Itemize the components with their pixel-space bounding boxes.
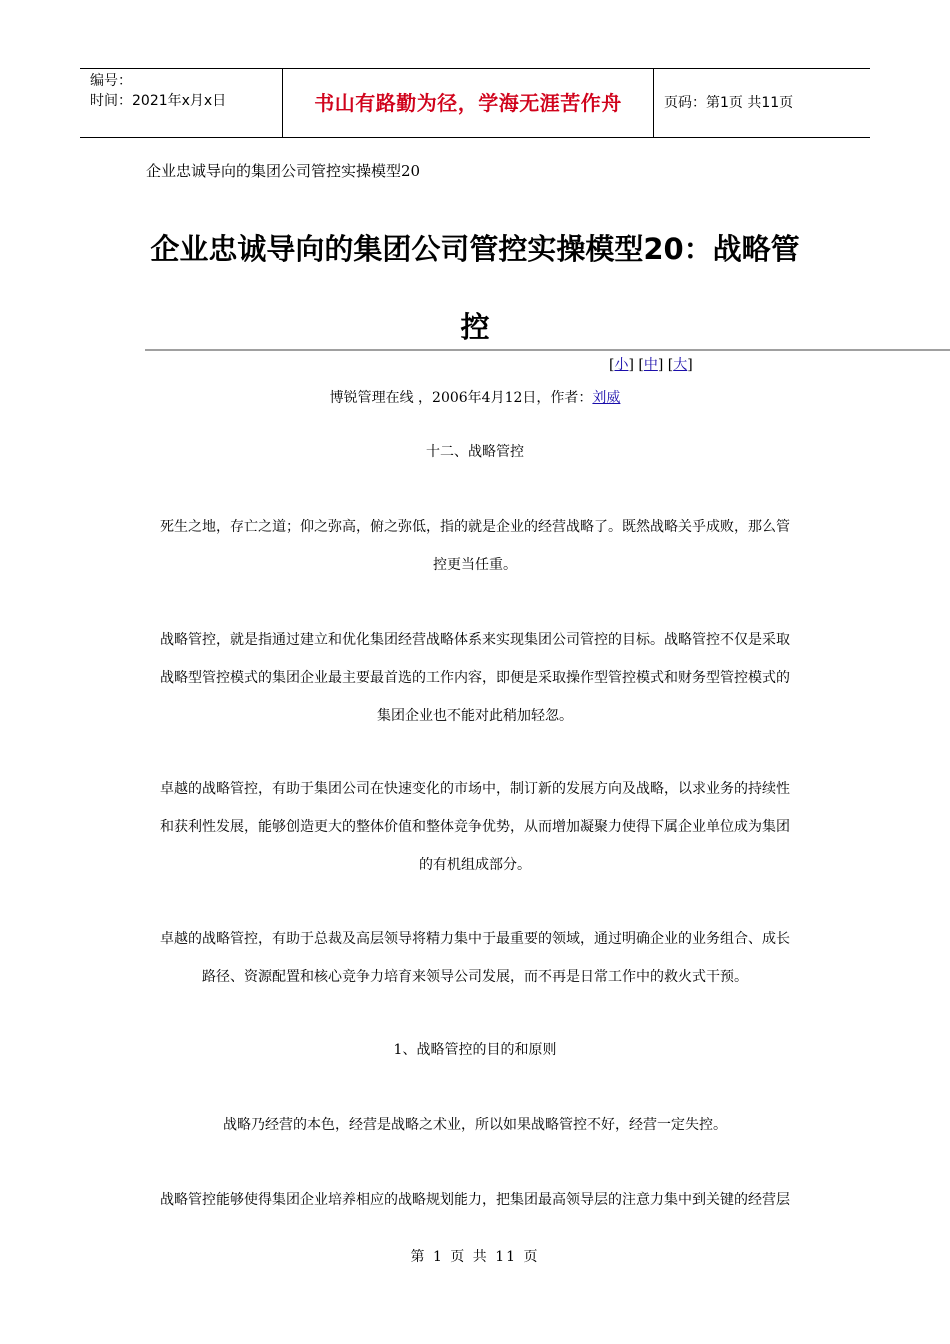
header-meta bbox=[80, 69, 282, 137]
paragraph-line: 卓越的战略管控，有助于总裁及高层领导将精力集中于最重要的领域，通过明确企业的业务组合、成长 bbox=[160, 931, 790, 947]
bracket: ] [ bbox=[657, 357, 674, 373]
bracket: [ bbox=[609, 357, 615, 373]
author-link[interactable]: 刘威 bbox=[592, 390, 621, 406]
number-label: 编号： bbox=[90, 73, 132, 89]
article-meta bbox=[150, 387, 800, 407]
page-footer: 第 1 页 共 11 页 bbox=[410, 1249, 540, 1265]
paragraph-line: 集团企业也不能对此稍加轻忽。 bbox=[377, 708, 573, 724]
font-size-switcher bbox=[609, 354, 693, 374]
document-header bbox=[80, 68, 870, 138]
document-subtitle: 企业忠诚导向的集团公司管控实操模型20 bbox=[146, 162, 421, 180]
paragraph-line: 战略管控，就是指通过建立和优化集团经营战略体系来实现集团公司管控的目标。战略管控不仅是采取 bbox=[160, 632, 790, 648]
meta-source-date: 博锐管理在线 ，2006年4月12日，作者： bbox=[329, 390, 593, 406]
paragraph-line: 路径、资源配置和核心竞争力培育来领导公司发展，而不再是日常工作中的救火式干预。 bbox=[202, 969, 748, 985]
paragraph-line: 卓越的战略管控，有助于集团公司在快速变化的市场中，制订新的发展方向及战略，以求业务的持续性 bbox=[160, 781, 790, 797]
title-line-2: 控 bbox=[460, 310, 490, 344]
bracket: ] bbox=[687, 357, 693, 373]
paragraph-line: 战略型管控模式的集团企业最主要最首选的工作内容，即便是采取操作型管控模式和财务型管控模式的 bbox=[160, 670, 790, 686]
subsection-heading: 1、战略管控的目的和原则 bbox=[393, 1042, 557, 1058]
paragraph-line: 控更当任重。 bbox=[433, 557, 517, 573]
paragraph-line: 和获利性发展，能够创造更大的整体价值和整体竞争优势，从而增加凝聚力使得下属企业单位成为集团 bbox=[160, 819, 790, 835]
paragraph-3 bbox=[150, 770, 800, 884]
section-heading: 十二、战略管控 bbox=[426, 444, 524, 460]
title-line-1: 企业忠诚导向的集团公司管控实操模型20：战略管 bbox=[150, 232, 800, 266]
font-large-link[interactable]: 大 bbox=[673, 357, 688, 373]
paragraph-1 bbox=[150, 508, 800, 584]
paragraph-line: 的有机组成部分。 bbox=[419, 857, 531, 873]
paragraph-6: 战略管控能够使得集团企业培养相应的战略规划能力，把集团最高领导层的注意力集中到关键的经营层 bbox=[160, 1192, 790, 1208]
font-small-link[interactable]: 小 bbox=[614, 357, 629, 373]
document-title bbox=[140, 210, 810, 366]
paragraph-line: 死生之地，存亡之道；仰之弥高，俯之弥低，指的就是企业的经营战略了。既然战略关乎成败，那么管 bbox=[160, 519, 790, 535]
paragraph-2 bbox=[150, 621, 800, 735]
header-motto: 书山有路勤为径，学海无涯苦作舟 bbox=[282, 69, 654, 137]
date-label: 时间：2021年x月x日 bbox=[90, 93, 227, 109]
bracket: ] [ bbox=[628, 357, 644, 373]
title-divider bbox=[145, 349, 950, 351]
font-mid-link[interactable]: 中 bbox=[643, 357, 658, 373]
paragraph-5: 战略乃经营的本色，经营是战略之术业，所以如果战略管控不好，经营一定失控。 bbox=[223, 1117, 727, 1133]
paragraph-4 bbox=[150, 920, 800, 996]
header-page-info: 页码：第1页 共11页 bbox=[664, 95, 794, 111]
